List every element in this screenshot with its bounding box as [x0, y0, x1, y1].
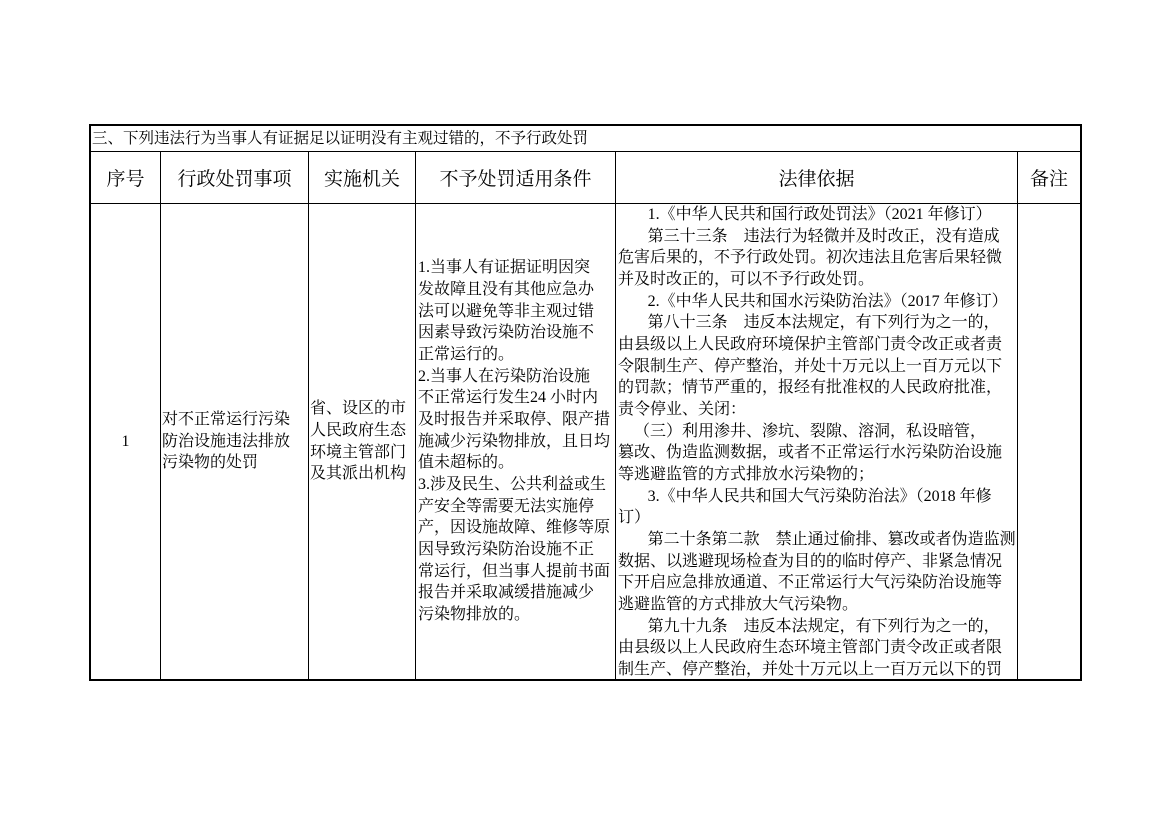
penalty-exemption-table: [89, 124, 1082, 681]
legal-basis-line: 制生产、停产整治，并处十万元以上一百万元以下的罚: [618, 661, 1003, 679]
legal-basis-line: 责令停业、关闭：: [618, 401, 747, 419]
condition-line: 报告并采取减缓措施减少: [418, 584, 595, 602]
legal-basis-line: （三）利用渗井、渗坑、裂隙、溶洞，私设暗管，: [634, 422, 987, 440]
penalty-item-text: [162, 409, 308, 474]
legal-basis-line: 由县级以上人民政府生态环境主管部门责令改正或者限: [618, 639, 1003, 657]
condition-paragraph: [418, 257, 615, 365]
condition-paragraph: [418, 474, 615, 626]
condition-paragraph: [418, 366, 615, 474]
legal-basis-line: 订）: [618, 509, 651, 527]
condition-line: 因素导致污染防治设施不: [418, 324, 595, 342]
condition-text: [418, 257, 615, 625]
penalty-item-cell: [161, 204, 309, 679]
header-exemption-conditions: 不予处罚适用条件: [416, 152, 616, 204]
legal-basis-line: 下开启应急排放通道、不正常运行大气污染防治设施等: [618, 574, 1003, 592]
legal-basis-paragraph: [618, 226, 1017, 291]
legal-basis-cell: [616, 204, 1018, 679]
legal-basis-paragraph: [618, 312, 1017, 420]
exemption-conditions-cell: [416, 204, 616, 679]
legal-basis-line: 篡改、伪造监测数据，或者不正常运行水污染防治设施: [618, 444, 1003, 462]
header-serial-number: 序号: [91, 152, 161, 204]
serial-number-cell: [91, 204, 161, 679]
header-implementing-authority: 实施机关: [309, 152, 416, 204]
authority-line: 及其派出机构: [310, 465, 407, 483]
penalty-item-line: 对不正常运行污染: [162, 410, 291, 428]
condition-line: 1.当事人有证据证明因突: [418, 259, 591, 277]
condition-line: 因导致污染防治设施不正: [418, 541, 595, 559]
condition-line: 产，因设施故障、维修等原: [418, 519, 611, 537]
legal-basis-line: 数据、以逃避现场检查为目的的临时停产、非紧急情况: [618, 552, 1003, 570]
condition-line: 及时报告并采取停、限产措: [418, 410, 611, 428]
authority-line: 环境主管部门: [310, 443, 407, 461]
legal-basis-line: 第二十条第二款 禁止通过偷排、篡改或者伪造监测: [647, 531, 1016, 549]
legal-basis-paragraph: [618, 529, 1017, 616]
penalty-item-paragraph: [162, 409, 308, 474]
remarks-cell: [1018, 204, 1080, 679]
header-remarks: 备注: [1018, 152, 1080, 204]
condition-line: 常运行，但当事人提前书面: [418, 562, 611, 580]
condition-line: 产安全等需要无法实施停: [418, 497, 595, 515]
legal-basis-line: 并及时改正的，可以不予行政处罚。: [618, 271, 875, 289]
legal-basis-paragraph: [618, 204, 1017, 226]
legal-basis-line: 第九十九条 违反本法规定，有下列行为之一的，: [647, 617, 1000, 635]
condition-line: 正常运行的。: [418, 345, 515, 363]
condition-line: 2.当事人在污染防治设施: [418, 367, 591, 385]
legal-basis-line: 2.《中华人民共和国水污染防治法》（2017 年修订）: [647, 292, 1008, 310]
condition-line: 不正常运行发生24 小时内: [418, 389, 599, 407]
condition-line: 发故障且没有其他应急办: [418, 280, 595, 298]
legal-basis-line: 1.《中华人民共和国行政处罚法》（2021 年修订）: [647, 206, 992, 223]
condition-line: 3.涉及民生、公共利益或生: [418, 476, 607, 493]
authority-text: [310, 398, 415, 485]
legal-basis-line: 由县级以上人民政府环境保护主管部门责令改正或者责: [618, 336, 1003, 354]
condition-line: 污染物排放的。: [418, 606, 531, 624]
legal-basis-line: 第三十三条 违法行为轻微并及时改正，没有造成: [647, 227, 1000, 245]
legal-basis-line: 3.《中华人民共和国大气污染防治法》（2018 年修: [647, 487, 992, 505]
serial-number: 1: [121, 432, 130, 450]
legal-basis-line: 令限制生产、停产整治，并处十万元以上一百万元以下: [618, 357, 1003, 375]
legal-basis-paragraph: [618, 421, 1017, 486]
legal-basis-paragraph: [618, 486, 1017, 529]
penalty-item-line: 防治设施违法排放: [162, 432, 291, 450]
header-legal-basis: 法律依据: [616, 152, 1018, 204]
condition-line: 施减少污染物排放，且日均: [418, 432, 611, 450]
authority-paragraph: [310, 398, 415, 485]
legal-basis-line: 第八十三条 违反本法规定，有下列行为之一的，: [647, 314, 1000, 332]
legal-basis-line: 危害后果的，不予行政处罚。初次违法且危害后果轻微: [618, 249, 1003, 267]
legal-basis-line: 的罚款；情节严重的，报经有批准权的人民政府批准，: [618, 379, 1003, 397]
legal-basis-text: [618, 204, 1017, 679]
implementing-authority-cell: [309, 204, 416, 679]
authority-line: 人民政府生态: [310, 421, 407, 439]
condition-line: 法可以避免等非主观过错: [418, 302, 595, 320]
header-penalty-item: 行政处罚事项: [161, 152, 309, 204]
legal-basis-line: 逃避监管的方式排放大气污染物。: [618, 596, 859, 614]
penalty-item-line: 污染物的处罚: [162, 454, 259, 472]
authority-line: 省、设区的市: [310, 400, 407, 418]
condition-line: 值未超标的。: [418, 454, 515, 472]
legal-basis-line: 等逃避监管的方式排放水污染物的；: [618, 466, 875, 484]
legal-basis-paragraph: [618, 616, 1017, 679]
section-title: 三、下列违法行为当事人有证据足以证明没有主观过错的，不予行政处罚: [91, 126, 1080, 152]
legal-basis-paragraph: [618, 291, 1017, 313]
